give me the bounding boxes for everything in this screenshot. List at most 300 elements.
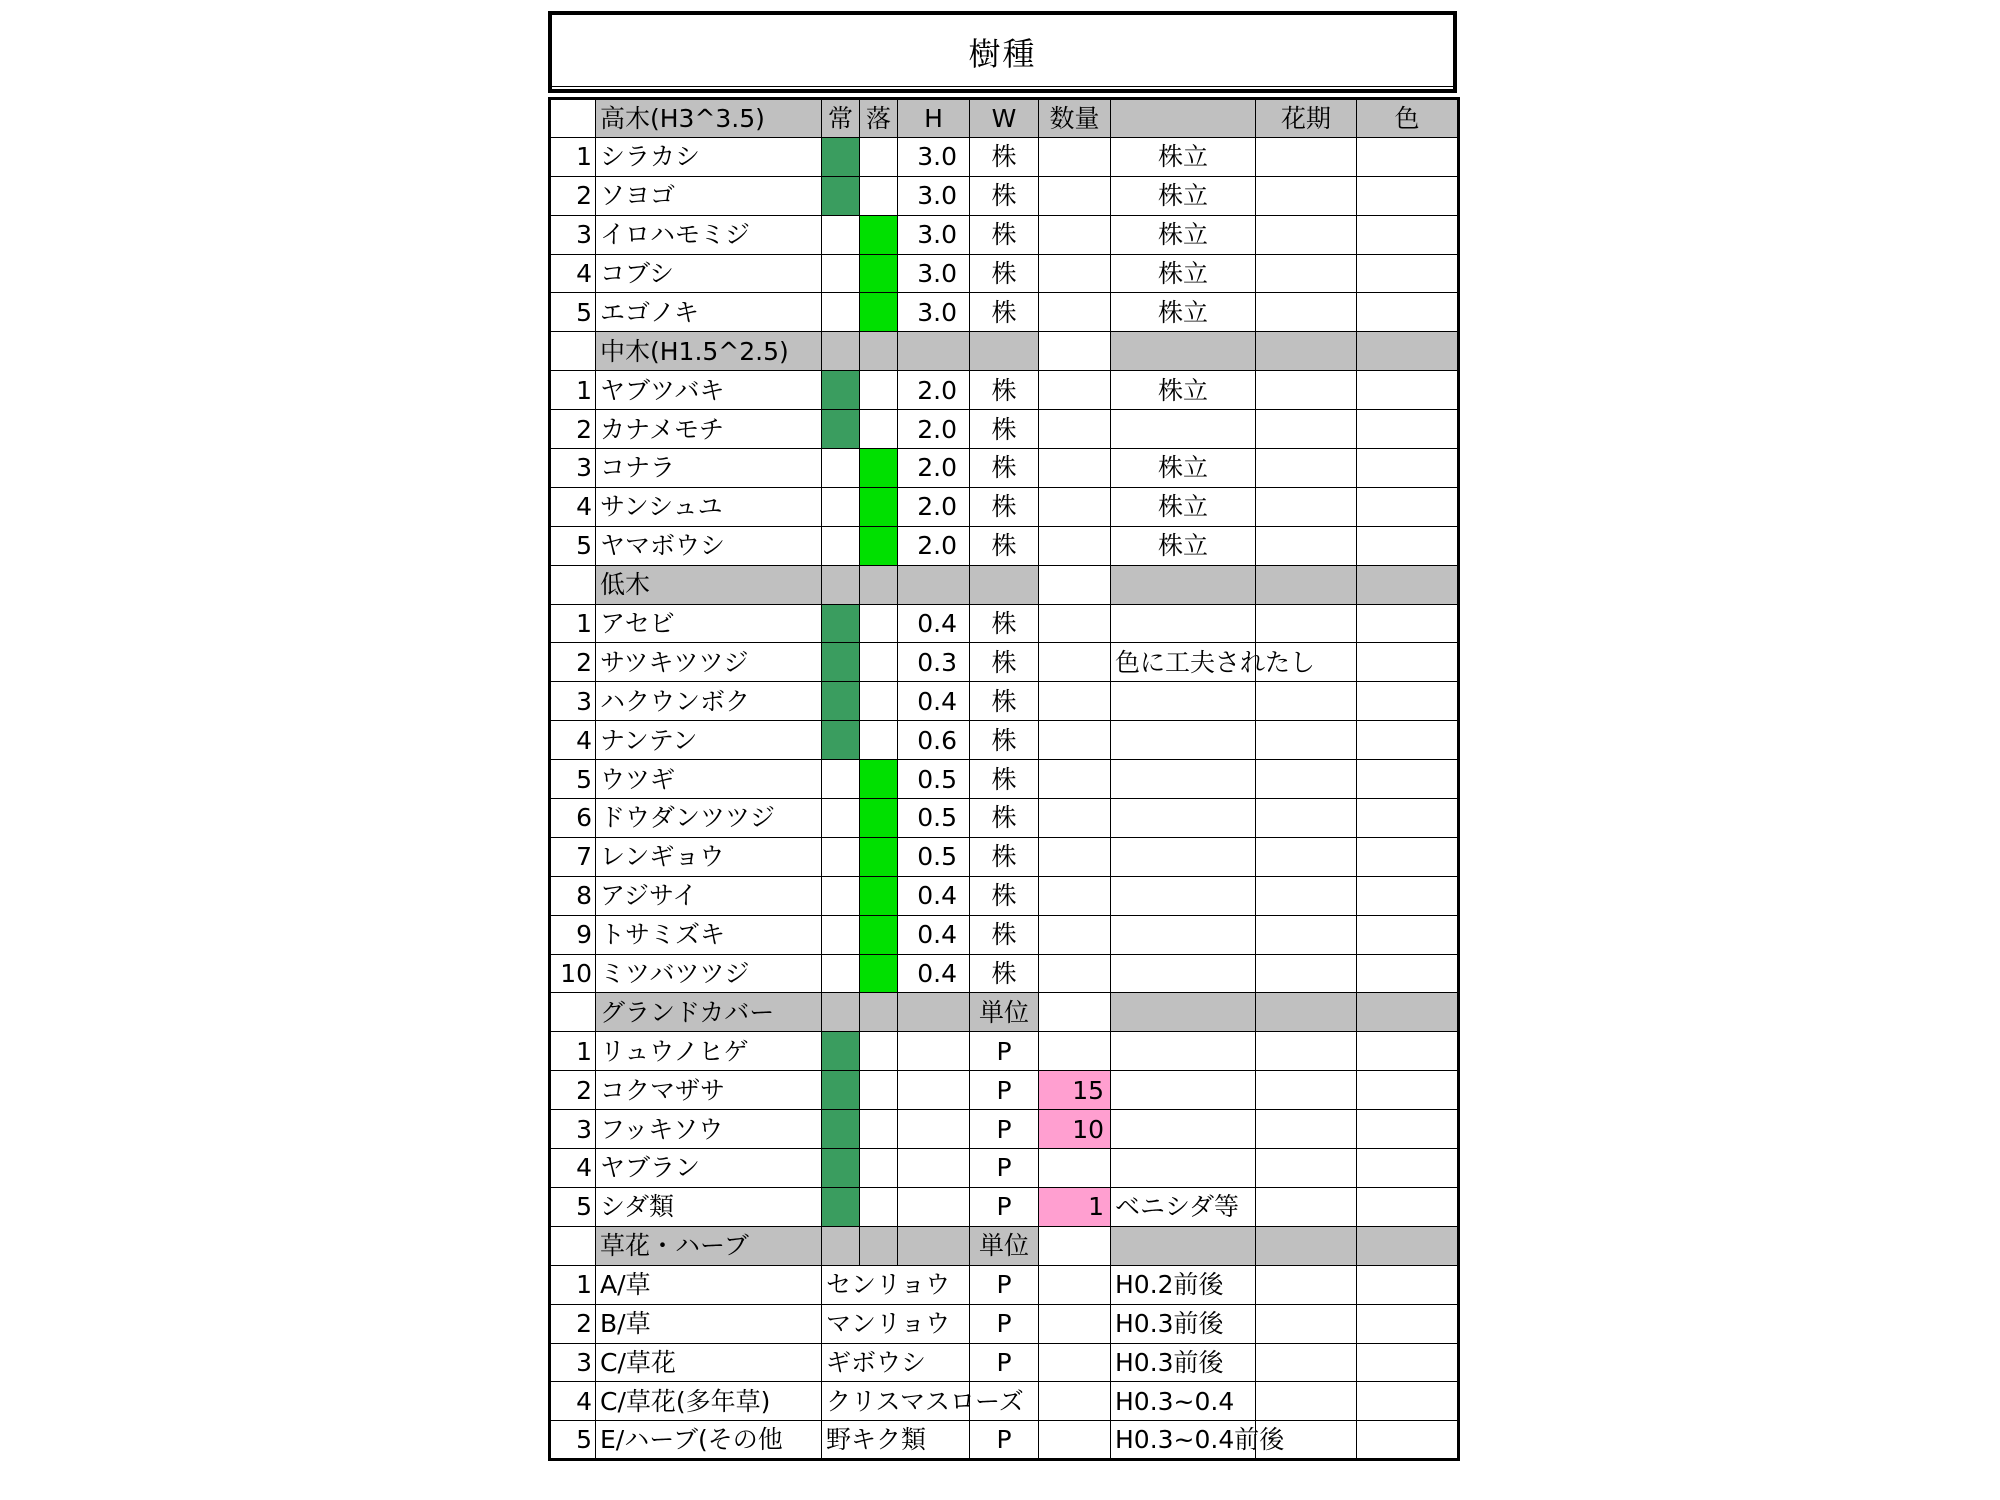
section-h-cell [898, 565, 970, 604]
row-number: 10 [550, 954, 596, 993]
section-no-cell [550, 565, 596, 604]
bloom-cell [1256, 721, 1357, 760]
row-number: 5 [550, 526, 596, 565]
color-cell [1357, 1071, 1459, 1110]
section-deciduous-cell [860, 332, 898, 371]
table-row [550, 410, 1459, 449]
width-unit: 株 [970, 876, 1039, 915]
table-row [550, 1421, 1459, 1460]
color-cell [1357, 449, 1459, 488]
width-unit: P [970, 1304, 1039, 1343]
table-row [550, 721, 1459, 760]
color-cell [1357, 1382, 1459, 1421]
deciduous-flag-cell [860, 137, 898, 176]
species-name: シダ類 [596, 1187, 822, 1226]
height-value: 0.3 [898, 643, 970, 682]
species-name: ヤブツバキ [596, 371, 822, 410]
section-evergreen-cell [822, 1226, 860, 1265]
species-name: シラカシ [596, 137, 822, 176]
form-note [1111, 1032, 1256, 1071]
height-value: 0.4 [898, 876, 970, 915]
deciduous-flag-cell [860, 1187, 898, 1226]
table-row [550, 371, 1459, 410]
quantity-value [1039, 410, 1111, 449]
quantity-value [1039, 526, 1111, 565]
table-row [550, 293, 1459, 332]
quantity-value: 15 [1039, 1071, 1111, 1110]
evergreen-flag-cell [822, 526, 860, 565]
deciduous-flag-cell [860, 643, 898, 682]
row-number: 1 [550, 137, 596, 176]
height-value [898, 1032, 970, 1071]
quantity-value [1039, 215, 1111, 254]
size-note: H0.3前後 [1111, 1343, 1256, 1382]
table-row [550, 760, 1459, 799]
deciduous-flag-cell [860, 371, 898, 410]
deciduous-flag-cell [860, 721, 898, 760]
color-cell [1357, 137, 1459, 176]
form-note [1111, 1110, 1256, 1149]
herb-category: B/草 [596, 1304, 822, 1343]
quantity-value [1039, 604, 1111, 643]
color-cell [1357, 876, 1459, 915]
width-unit: 株 [970, 254, 1039, 293]
bloom-cell [1256, 215, 1357, 254]
color-cell [1357, 293, 1459, 332]
header-h: H [898, 99, 970, 138]
quantity-value [1039, 487, 1111, 526]
bloom-cell [1256, 1304, 1357, 1343]
width-unit: P [970, 1187, 1039, 1226]
size-note: H0.3~0.4前後 [1111, 1421, 1256, 1460]
row-number: 4 [550, 1149, 596, 1188]
width-unit: P [970, 1071, 1039, 1110]
header-row [550, 99, 1459, 138]
width-unit: 株 [970, 176, 1039, 215]
form-note: 株立 [1111, 137, 1256, 176]
species-name: カナメモチ [596, 410, 822, 449]
evergreen-flag-cell [822, 487, 860, 526]
bloom-cell [1256, 876, 1357, 915]
quantity-value [1039, 1149, 1111, 1188]
width-unit: 株 [970, 682, 1039, 721]
row-number: 4 [550, 1382, 596, 1421]
sheet-title: 樹種 [968, 35, 1037, 73]
herb-category: E/ハーブ(その他 [596, 1421, 822, 1460]
quantity-value [1039, 1421, 1111, 1460]
bloom-cell [1256, 1032, 1357, 1071]
table-row [550, 215, 1459, 254]
width-unit: 株 [970, 526, 1039, 565]
bloom-cell [1256, 915, 1357, 954]
color-cell [1357, 760, 1459, 799]
species-name: ナンテン [596, 721, 822, 760]
height-value: 2.0 [898, 410, 970, 449]
header-section-name: 高木(H3^3.5) [596, 99, 822, 138]
deciduous-flag-cell [860, 1032, 898, 1071]
section-deciduous-cell [860, 565, 898, 604]
section-unit-label: 単位 [970, 1226, 1039, 1265]
row-number: 7 [550, 837, 596, 876]
row-number: 4 [550, 254, 596, 293]
table-row [550, 1032, 1459, 1071]
row-number: 1 [550, 1265, 596, 1304]
evergreen-flag-cell [822, 137, 860, 176]
quantity-value [1039, 876, 1111, 915]
bloom-cell [1256, 682, 1357, 721]
section-h-cell [898, 1226, 970, 1265]
height-value: 0.5 [898, 837, 970, 876]
species-name: ヤマボウシ [596, 526, 822, 565]
height-value: 0.4 [898, 682, 970, 721]
species-name: リュウノヒゲ [596, 1032, 822, 1071]
section-name: グランドカバー [596, 993, 822, 1032]
section-unit-label [970, 565, 1039, 604]
section-bloom-cell [1256, 1226, 1357, 1265]
table-row [550, 1187, 1459, 1226]
table-row [550, 837, 1459, 876]
quantity-value [1039, 1382, 1111, 1421]
form-note [1111, 837, 1256, 876]
evergreen-flag-cell [822, 1110, 860, 1149]
height-value: 0.4 [898, 954, 970, 993]
header-qty: 数量 [1039, 99, 1111, 138]
deciduous-flag-cell [860, 1110, 898, 1149]
row-number: 2 [550, 176, 596, 215]
width-unit: 株 [970, 954, 1039, 993]
deciduous-flag-cell [860, 254, 898, 293]
table-row [550, 799, 1459, 838]
deciduous-flag-cell [860, 915, 898, 954]
row-number: 5 [550, 760, 596, 799]
width-unit: P [970, 1343, 1039, 1382]
color-cell [1357, 1265, 1459, 1304]
section-row [550, 1226, 1459, 1265]
row-number: 2 [550, 1304, 596, 1343]
color-cell [1357, 837, 1459, 876]
form-note: 株立 [1111, 215, 1256, 254]
evergreen-flag-cell [822, 254, 860, 293]
form-note [1111, 876, 1256, 915]
row-number: 5 [550, 1187, 596, 1226]
width-unit: P [970, 1265, 1039, 1304]
table-row [550, 1304, 1459, 1343]
deciduous-flag-cell [860, 954, 898, 993]
bloom-cell [1256, 526, 1357, 565]
species-name: レンギョウ [596, 837, 822, 876]
herb-category: C/草花 [596, 1343, 822, 1382]
width-unit: 株 [970, 721, 1039, 760]
section-deciduous-cell [860, 1226, 898, 1265]
deciduous-flag-cell [860, 682, 898, 721]
color-cell [1357, 371, 1459, 410]
row-number: 4 [550, 487, 596, 526]
row-number: 1 [550, 1032, 596, 1071]
species-name: アジサイ [596, 876, 822, 915]
color-cell [1357, 682, 1459, 721]
color-cell [1357, 1032, 1459, 1071]
species-name: イロハモミジ [596, 215, 822, 254]
section-row [550, 993, 1459, 1032]
species-name: コクマザサ [596, 1071, 822, 1110]
herb-species: クリスマスローズ [822, 1382, 970, 1421]
table-row [550, 643, 1459, 682]
herb-species: ギボウシ [822, 1343, 970, 1382]
evergreen-flag-cell [822, 954, 860, 993]
form-note [1111, 682, 1256, 721]
quantity-value: 1 [1039, 1187, 1111, 1226]
deciduous-flag-cell [860, 760, 898, 799]
evergreen-flag-cell [822, 293, 860, 332]
bloom-cell [1256, 799, 1357, 838]
section-unit-label [970, 332, 1039, 371]
color-cell [1357, 954, 1459, 993]
section-row [550, 565, 1459, 604]
form-note [1111, 604, 1256, 643]
row-number: 3 [550, 215, 596, 254]
quantity-value [1039, 176, 1111, 215]
header-color: 色 [1357, 99, 1459, 138]
height-value: 0.5 [898, 799, 970, 838]
table-row [550, 1071, 1459, 1110]
bloom-cell [1256, 1187, 1357, 1226]
evergreen-flag-cell [822, 643, 860, 682]
header-bloom: 花期 [1256, 99, 1357, 138]
species-name: エゴノキ [596, 293, 822, 332]
header-w: W [970, 99, 1039, 138]
deciduous-flag-cell [860, 799, 898, 838]
section-bloom-cell [1256, 332, 1357, 371]
width-unit: 株 [970, 604, 1039, 643]
width-unit: P [970, 1032, 1039, 1071]
species-name: フッキソウ [596, 1110, 822, 1149]
table-row [550, 954, 1459, 993]
bloom-cell [1256, 1382, 1357, 1421]
species-name: アセビ [596, 604, 822, 643]
section-no-cell [550, 332, 596, 371]
section-name: 低木 [596, 565, 822, 604]
evergreen-flag-cell [822, 721, 860, 760]
species-name: ソヨゴ [596, 176, 822, 215]
bloom-cell [1256, 1149, 1357, 1188]
quantity-value [1039, 1265, 1111, 1304]
height-value: 2.0 [898, 526, 970, 565]
deciduous-flag-cell [860, 487, 898, 526]
form-note: 株立 [1111, 254, 1256, 293]
quantity-value [1039, 682, 1111, 721]
remark-text: 色に工夫されたし [1111, 643, 1256, 682]
section-bloom-cell [1256, 565, 1357, 604]
species-name: ウツギ [596, 760, 822, 799]
color-cell [1357, 1149, 1459, 1188]
width-unit: 株 [970, 760, 1039, 799]
color-cell [1357, 487, 1459, 526]
row-number: 8 [550, 876, 596, 915]
header-blank [1111, 99, 1256, 138]
height-value: 2.0 [898, 449, 970, 488]
width-unit: P [970, 1110, 1039, 1149]
header-no-cell [550, 99, 596, 138]
deciduous-flag-cell [860, 837, 898, 876]
table-row [550, 487, 1459, 526]
color-cell [1357, 215, 1459, 254]
herb-category: A/草 [596, 1265, 822, 1304]
section-no-cell [550, 993, 596, 1032]
evergreen-flag-cell [822, 682, 860, 721]
evergreen-flag-cell [822, 1032, 860, 1071]
row-number: 9 [550, 915, 596, 954]
row-number: 5 [550, 293, 596, 332]
color-cell [1357, 1304, 1459, 1343]
species-name: コナラ [596, 449, 822, 488]
quantity-value [1039, 1304, 1111, 1343]
section-note-cell [1111, 565, 1256, 604]
evergreen-flag-cell [822, 215, 860, 254]
section-qty-cell [1039, 565, 1111, 604]
table-row [550, 526, 1459, 565]
row-number: 6 [550, 799, 596, 838]
bloom-cell [1256, 1071, 1357, 1110]
deciduous-flag-cell [860, 176, 898, 215]
section-qty-cell [1039, 1226, 1111, 1265]
table-row [550, 1110, 1459, 1149]
header-evergreen: 常 [822, 99, 860, 138]
height-value [898, 1187, 970, 1226]
deciduous-flag-cell [860, 604, 898, 643]
quantity-value [1039, 371, 1111, 410]
quantity-value [1039, 760, 1111, 799]
section-color-cell [1357, 1226, 1459, 1265]
width-unit: 株 [970, 215, 1039, 254]
bloom-cell [1256, 176, 1357, 215]
height-value [898, 1110, 970, 1149]
section-note-cell [1111, 332, 1256, 371]
color-cell [1357, 1110, 1459, 1149]
deciduous-flag-cell [860, 526, 898, 565]
species-table [548, 97, 1460, 1461]
row-number: 5 [550, 1421, 596, 1460]
section-qty-cell [1039, 993, 1111, 1032]
height-value [898, 1149, 970, 1188]
herb-species: 野キク類 [822, 1421, 970, 1460]
table-row [550, 176, 1459, 215]
table-row [550, 915, 1459, 954]
table-row [550, 137, 1459, 176]
title-box [548, 11, 1457, 93]
size-note: H0.2前後 [1111, 1265, 1256, 1304]
quantity-value [1039, 799, 1111, 838]
section-h-cell [898, 993, 970, 1032]
form-note: 株立 [1111, 176, 1256, 215]
section-evergreen-cell [822, 565, 860, 604]
bloom-cell [1256, 1110, 1357, 1149]
form-note: 株立 [1111, 487, 1256, 526]
color-cell [1357, 176, 1459, 215]
bloom-cell [1256, 137, 1357, 176]
width-unit: 株 [970, 643, 1039, 682]
remark-text: ベニシダ等 [1111, 1187, 1256, 1226]
quantity-value: 10 [1039, 1110, 1111, 1149]
evergreen-flag-cell [822, 1071, 860, 1110]
table-row [550, 1265, 1459, 1304]
form-note: 株立 [1111, 371, 1256, 410]
section-bloom-cell [1256, 993, 1357, 1032]
width-unit: 株 [970, 799, 1039, 838]
height-value: 3.0 [898, 176, 970, 215]
form-note [1111, 799, 1256, 838]
row-number: 2 [550, 1071, 596, 1110]
species-name: ヤブラン [596, 1149, 822, 1188]
section-evergreen-cell [822, 993, 860, 1032]
deciduous-flag-cell [860, 1071, 898, 1110]
bloom-cell [1256, 1343, 1357, 1382]
quantity-value [1039, 954, 1111, 993]
section-evergreen-cell [822, 332, 860, 371]
height-value: 3.0 [898, 293, 970, 332]
deciduous-flag-cell [860, 876, 898, 915]
height-value: 2.0 [898, 371, 970, 410]
table-row [550, 449, 1459, 488]
form-note [1111, 1071, 1256, 1110]
species-name: ハクウンボク [596, 682, 822, 721]
deciduous-flag-cell [860, 410, 898, 449]
form-note [1111, 1149, 1256, 1188]
tree-species-sheet [548, 11, 1457, 1461]
row-number: 1 [550, 371, 596, 410]
deciduous-flag-cell [860, 293, 898, 332]
evergreen-flag-cell [822, 915, 860, 954]
evergreen-flag-cell [822, 799, 860, 838]
width-unit: 株 [970, 449, 1039, 488]
deciduous-flag-cell [860, 215, 898, 254]
form-note: 株立 [1111, 526, 1256, 565]
row-number: 1 [550, 604, 596, 643]
width-unit: 株 [970, 371, 1039, 410]
section-unit-label: 単位 [970, 993, 1039, 1032]
width-unit: 株 [970, 137, 1039, 176]
width-unit: 株 [970, 915, 1039, 954]
quantity-value [1039, 915, 1111, 954]
table-row [550, 1382, 1459, 1421]
form-note [1111, 721, 1256, 760]
section-name: 中木(H1.5^2.5) [596, 332, 822, 371]
color-cell [1357, 604, 1459, 643]
height-value: 0.5 [898, 760, 970, 799]
bloom-cell [1256, 760, 1357, 799]
section-color-cell [1357, 332, 1459, 371]
table-row [550, 254, 1459, 293]
table-row [550, 1343, 1459, 1382]
table-row [550, 604, 1459, 643]
evergreen-flag-cell [822, 604, 860, 643]
height-value: 0.4 [898, 604, 970, 643]
row-number: 2 [550, 643, 596, 682]
color-cell [1357, 643, 1459, 682]
evergreen-flag-cell [822, 371, 860, 410]
quantity-value [1039, 449, 1111, 488]
herb-species: マンリョウ [822, 1304, 970, 1343]
form-note [1111, 410, 1256, 449]
bloom-cell [1256, 954, 1357, 993]
color-cell [1357, 721, 1459, 760]
species-name: サンシュユ [596, 487, 822, 526]
evergreen-flag-cell [822, 176, 860, 215]
quantity-value [1039, 721, 1111, 760]
section-h-cell [898, 332, 970, 371]
color-cell [1357, 1421, 1459, 1460]
row-number: 3 [550, 682, 596, 721]
bloom-cell [1256, 604, 1357, 643]
